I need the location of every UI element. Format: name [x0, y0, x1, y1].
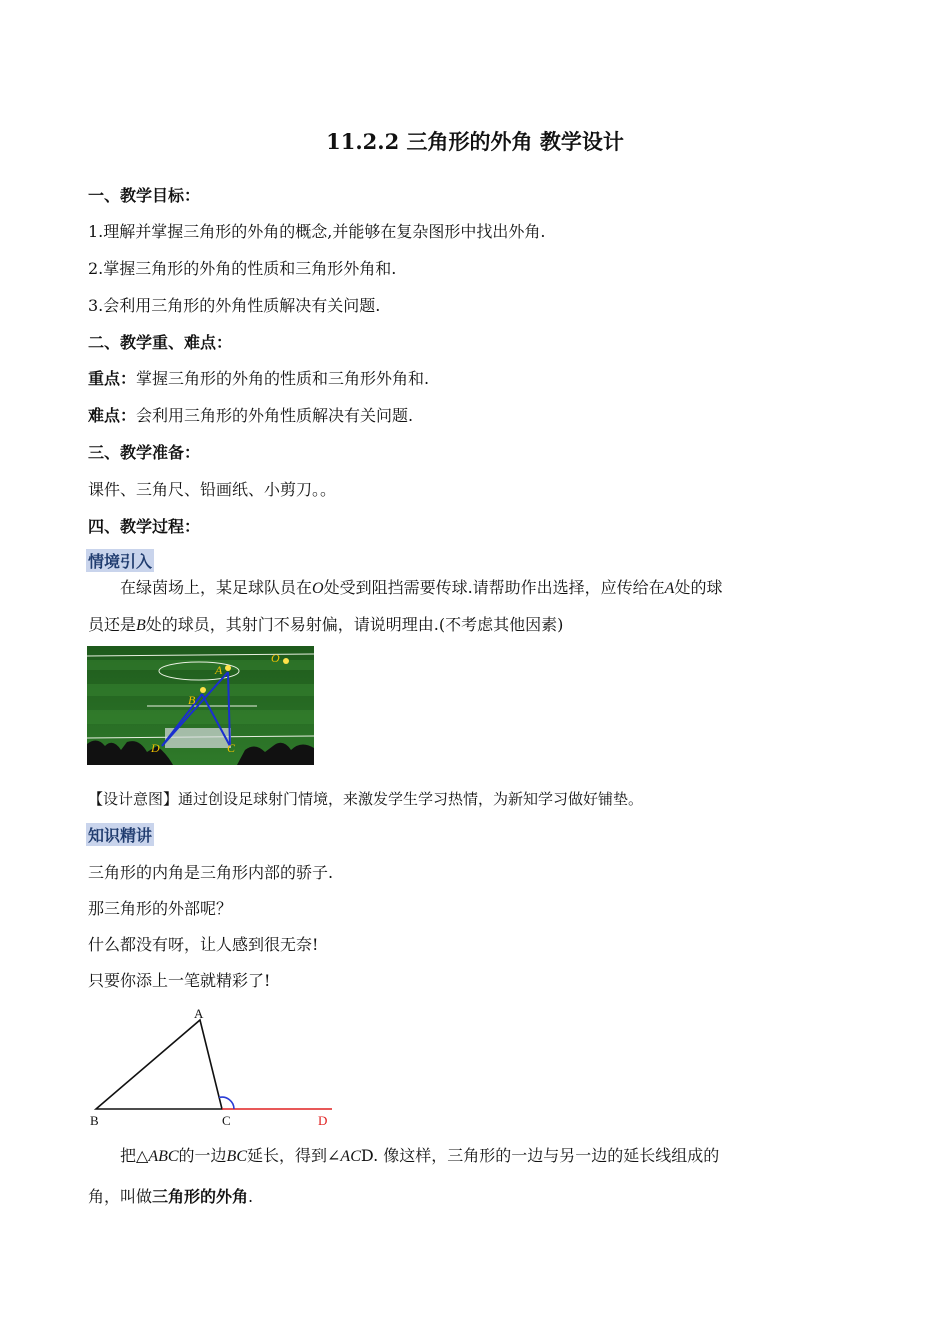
goal-item-1: 1.理解并掌握三角形的外角的概念,并能够在复杂图形中找出外角.	[88, 222, 546, 241]
design-intent-note: 【设计意图】通过创设足球射门情境，来激发学生学习热情，为新知学习做好铺垫。	[88, 790, 644, 808]
key-point-line	[88, 366, 429, 389]
definition-text: 角，叫做	[88, 1187, 153, 1206]
definition-text: 把△	[120, 1146, 149, 1165]
triangle-abc	[96, 1020, 222, 1109]
knowledge-line-3: 什么都没有呀，让人感到很无奈!	[88, 935, 319, 954]
definition-term: 三角形的外角	[152, 1187, 249, 1206]
intro-text: 处的球员，其射门不易射偏，请说明理由.(不考虑其他因素)	[145, 615, 564, 634]
knowledge-line-4: 只要你添上一笔就精彩了!	[88, 971, 271, 990]
photo-label-d: D	[151, 741, 160, 755]
intro-var-b: B	[136, 617, 146, 634]
section-heading-preparation: 三、教学准备：	[88, 443, 201, 462]
definition-var-ac: AC	[340, 1148, 361, 1165]
photo-label-a: A	[215, 663, 223, 677]
intro-text: 在绿茵场上，某足球队员在	[120, 578, 313, 597]
page-title: 11.2.2 三角形的外角 教学设计	[326, 129, 624, 154]
intro-tag: 情境引入	[86, 549, 154, 572]
figure-label-c: C	[222, 1113, 231, 1128]
photo-label-b: B	[188, 693, 196, 707]
section-heading-process: 四、教学过程：	[88, 517, 201, 536]
definition-text: 延长，得到∠	[247, 1146, 341, 1165]
knowledge-tag: 知识精讲	[86, 823, 154, 846]
key-point-label: 重点：	[88, 369, 137, 388]
difficult-point-label: 难点：	[88, 406, 137, 425]
difficult-point-line	[88, 403, 413, 426]
exterior-angle-figure	[86, 1002, 336, 1132]
intro-text: 处的球	[674, 578, 723, 597]
intro-text: 处受到阻挡需要传球.请帮助作出选择，应传给在	[323, 578, 665, 597]
goal-item-2: 2.掌握三角形的外角的性质和三角形外角和.	[88, 259, 397, 278]
intro-var-a: A	[664, 580, 675, 597]
intro-text: 员还是	[88, 615, 137, 634]
definition-text: .	[248, 1187, 254, 1206]
definition-var-abc: ABC	[148, 1148, 179, 1165]
figure-label-d: D	[318, 1113, 328, 1128]
definition-line-2	[88, 1184, 253, 1207]
intro-line-1	[120, 575, 722, 598]
definition-text: 的一边	[178, 1146, 227, 1165]
preparation-text: 课件、三角尺、铅画纸、小剪刀。。	[88, 480, 337, 499]
knowledge-line-1: 三角形的内角是三角形内部的骄子.	[88, 863, 334, 882]
figure-label-a: A	[194, 1006, 204, 1021]
difficult-point-text: 会利用三角形的外角性质解决有关问题.	[136, 406, 414, 425]
intro-line-2	[88, 612, 563, 635]
intro-var-o: O	[312, 580, 324, 597]
photo-label-o: O	[271, 651, 280, 665]
figure-label-b: B	[90, 1113, 99, 1128]
definition-line-1	[120, 1143, 719, 1166]
goal-item-3: 3.会利用三角形的外角性质解决有关问题.	[88, 296, 381, 315]
definition-var-bc: BC	[226, 1148, 247, 1165]
knowledge-line-2: 那三角形的外部呢？	[88, 899, 233, 918]
section-heading-goals: 一、教学目标：	[88, 186, 201, 205]
section-heading-key-points: 二、教学重、难点：	[88, 333, 233, 352]
photo-label-c: C	[227, 741, 236, 755]
soccer-field-photo	[87, 646, 314, 765]
key-point-text: 掌握三角形的外角的性质和三角形外角和.	[136, 369, 430, 388]
definition-text: D. 像这样，三角形的一边与另一边的延长线组成的	[360, 1146, 720, 1165]
